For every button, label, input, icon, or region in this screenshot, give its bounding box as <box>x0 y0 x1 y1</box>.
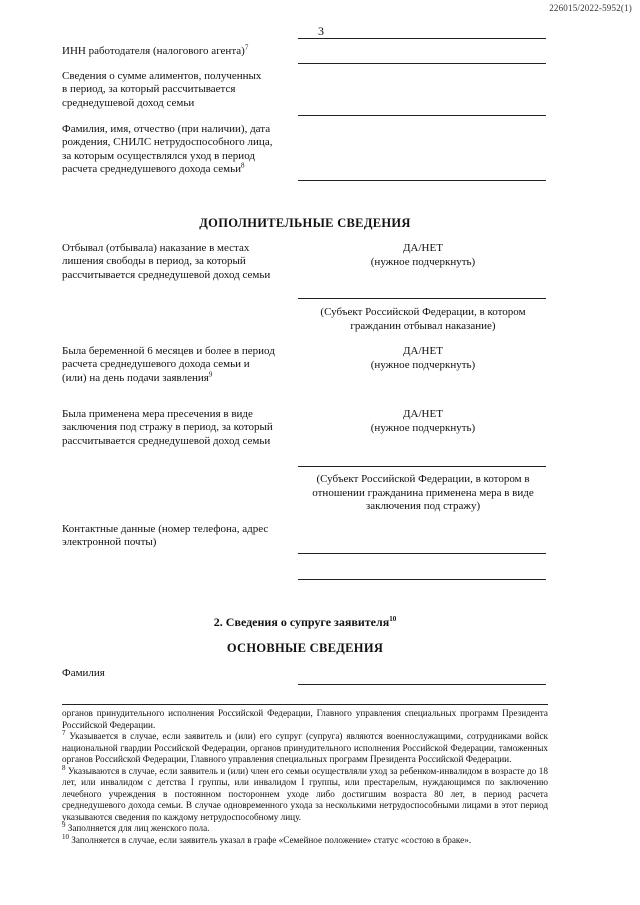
footnote-10: $^{10}$ Заполняется в случае, если заявитель указал в графе «Семейное положение» статус «состою в браке». <box>62 832 472 845</box>
contacts-label: Контактные данные (номер телефона, адрес электронной почты) <box>62 523 269 549</box>
prison-answer[interactable]: ДА/НЕТ (нужное подчеркнуть) <box>370 242 476 268</box>
inn-value-line[interactable] <box>298 63 546 64</box>
custody-label: Была применена мера пресечения в виде заключения под стражу в период, за который рассчитывается среднедушевой доход семьи <box>62 408 273 447</box>
inn-label: ИНН работодателя (налогового агента)$^7$ <box>62 43 249 57</box>
footnotes <box>62 708 548 846</box>
contacts-line-2[interactable] <box>298 579 546 580</box>
footnote-7: $^7$ Указывается в случае, если заявитель и (или) его супруг (супруга) являются военнослужащими, сотрудниками войск национальной гвардии Российской Федерации, органов принудительного исполнения Российской Федерации, таможенных органов Российской Федерации, Главного управления специальных программ Президента Российской Федерации. <box>62 728 548 764</box>
footnote-9: $^9$ Заполняется для лиц женского пола. <box>62 820 210 833</box>
surname-value-line[interactable] <box>298 684 546 685</box>
basic-info-heading: ОСНОВНЫЕ СВЕДЕНИЯ <box>226 641 384 655</box>
contacts-line-1[interactable] <box>298 553 546 554</box>
custody-answer[interactable]: ДА/НЕТ (нужное подчеркнуть) <box>370 408 476 434</box>
prison-region-line[interactable] <box>298 298 546 299</box>
surname-label: Фамилия <box>62 667 105 679</box>
pregnant-label: Была беременной 6 месяцев и более в период расчета среднедушевого дохода семьи и (или) на день подачи заявления$^9$ <box>62 345 275 384</box>
prison-label: Отбывал (отбывала) наказание в местах лишения свободы в период, за который рассчитывается среднедушевой доход семьи <box>62 242 271 281</box>
prison-region-caption: (Субъект Российской Федерации, в котором гражданин отбывал наказание) <box>320 306 526 332</box>
footnote-separator <box>62 704 548 705</box>
caretaker-label: Фамилия, имя, отчество (при наличии), дата рождения, СНИЛС нетрудоспособного лица, за которым осуществлялся уход в период расчета среднедушевого дохода семьи$^8$ <box>62 123 273 175</box>
page-number: 3 <box>318 24 324 38</box>
custody-region-line[interactable] <box>298 466 546 467</box>
footnote-continuation: органов принудительного исполнения Российской Федерации, Главного управления специальных программ Президента Российской Федерации. <box>62 708 548 730</box>
caretaker-value-line[interactable] <box>298 180 546 181</box>
header-line <box>298 38 546 39</box>
document-code: 226015/2022-5952(1) <box>549 3 632 13</box>
footnote-8: $^8$ Указываются в случае, если заявитель и (или) член его семьи осуществляли уход за ребенком-инвалидом в возрасте до 18 лет, или инвалидом с детства I группы, или инвалидом I группы, или престарелым, нуждающимся по заключению лечебного учреждения в постоянном постороннем уходе либо достигшим возраста 80 лет, в период расчета среднедушевого дохода семьи. В случае одновременного ухода за несколькими нетрудоспособными лицами в этот период указываются сведения по каждому нетрудоспособному лицу. <box>62 763 548 822</box>
alimony-label: Сведения о сумме алиментов, полученных в период, за который рассчитывается среднедушевой доход семьи <box>62 70 262 109</box>
additional-info-heading: ДОПОЛНИТЕЛЬНЫЕ СВЕДЕНИЯ <box>199 216 411 230</box>
spouse-section-title: 2. Сведения о супруге заявителя$^{10}$ <box>213 615 397 629</box>
custody-region-caption: (Субъект Российской Федерации, в котором в отношении гражданина применена мера в виде заключения под стражу) <box>312 473 534 512</box>
alimony-value-line[interactable] <box>298 115 546 116</box>
pregnant-answer[interactable]: ДА/НЕТ (нужное подчеркнуть) <box>370 345 476 371</box>
